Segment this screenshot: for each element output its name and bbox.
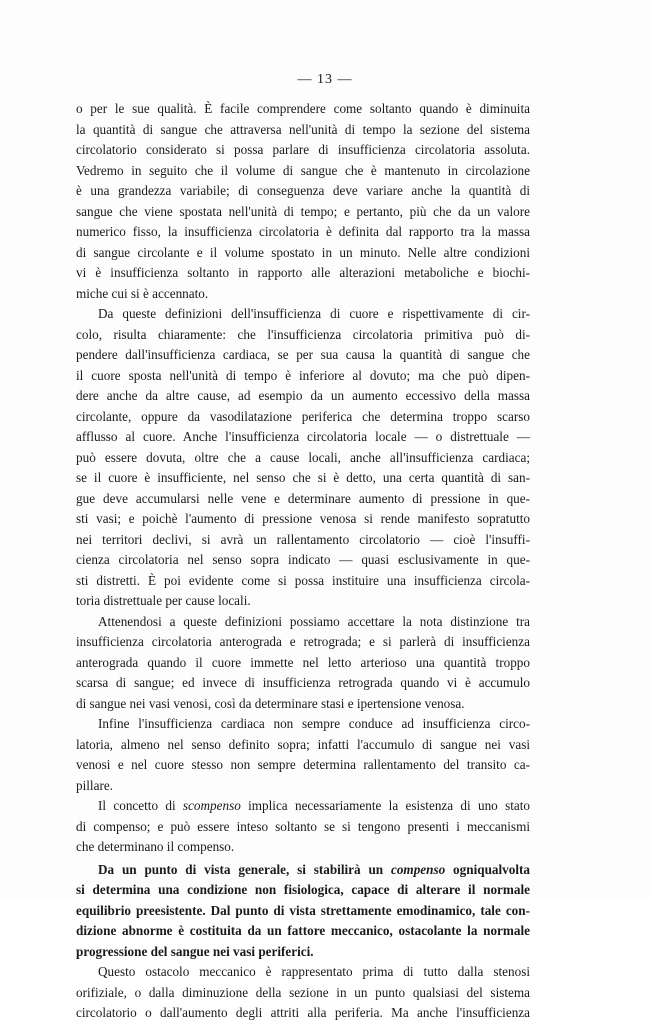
paragraph-5 (76, 796, 530, 858)
text-line: la quantità di sangue che attraversa nell'unità di tempo la sezione del sistema (76, 121, 530, 137)
text-line: cienza circolatoria nel senso sopra indicato — quasi esclusivamente in que- (76, 552, 530, 567)
text-line: venosi e nel cuore stesso non sempre determina rallentamento del transito ca- (76, 757, 530, 772)
text-fragment: implica necessariamente la esistenza di uno stato (240, 798, 530, 813)
text-line: si determina una condizione non fisiologica, capace di alterare il normale (76, 882, 530, 897)
text-line: toria distrettuale per cause locali. (76, 593, 251, 608)
text-fragment: Da un punto di vista generale, si stabilirà un (98, 861, 391, 877)
text-line: miche cui si è accennato. (76, 285, 209, 301)
text-line: scarsa di sangue; ed invece di insufficienza retrograda quando vi è accumulo (76, 675, 530, 690)
emphasis-term: compenso (390, 861, 446, 877)
text-line: pillare. (76, 777, 113, 793)
text-line: anterograda quando il cuore immette nel letto arterioso una quantità troppo (76, 654, 530, 670)
paragraph-7 (76, 962, 530, 1024)
text-line: circolante, oppure da vasodilatazione periferica che determina troppo scarso (76, 408, 530, 424)
text-line: equilibrio preesistente. Dal punto di vista strettamente emodinamico, tale con- (76, 902, 530, 918)
emphasis-term: scompenso (182, 798, 241, 813)
text-fragment: Il concetto di (98, 798, 183, 813)
text-line: insufficienza circolatoria anterograda e retrograda; e si parlerà di insufficienza (76, 634, 530, 649)
text-line: di sangue circolante e il volume spostato in un minuto. Nelle altre condizioni (76, 244, 530, 260)
text-line: progressione del sangue nei vasi periferici. (76, 943, 314, 959)
text-line (76, 860, 530, 881)
text-line: circolatorio o dall'aumento degli attriti alla periferia. Ma anche l'insufficienza (76, 1005, 530, 1020)
text-line: è una grandezza variabile; di conseguenza deve variare anche la quantità di (76, 183, 530, 198)
text-line: nei territori declivi, si avrà un rallentamento circolatorio — cioè l'insuffi- (76, 531, 530, 547)
text-line: può essere dovuta, oltre che a cause locali, anche all'insufficienza cardiaca; (76, 449, 530, 465)
text-line: Attenendosi a queste definizioni possiamo accettare la nota distinzione tra (98, 613, 530, 629)
paragraph-3 (76, 612, 530, 715)
text-line: sangue che viene spostata nell'unità di tempo; e pertanto, più che da un valore (76, 203, 530, 219)
text-line: dere anche da altre cause, ad esempio da un aumento eccessivo della massa (76, 388, 530, 403)
text-line: circolatorio considerato si possa parlare di insufficienza circolatoria assoluta. (76, 142, 530, 157)
text-body (76, 99, 530, 1024)
text-line: pendere dall'insufficienza cardiaca, se per sua causa la quantità di sangue che (76, 347, 530, 362)
text-line: Questo ostacolo meccanico è rappresentato prima di tutto dalla stenosi (98, 964, 530, 979)
text-line: latoria, almeno nel senso definito sopra; infatti l'accumulo di sangue nei vasi (76, 736, 530, 752)
text-line (76, 796, 530, 817)
text-line: Infine l'insufficienza cardiaca non sempre conduce ad insufficienza circo- (98, 716, 530, 731)
paragraph-4 (76, 714, 530, 796)
text-line: orifiziale, o dalla diminuzione della sezione in un punto qualsiasi del sistema (76, 984, 530, 1000)
text-line: se il cuore è insufficiente, nel senso che si è detto, una certa quantità di san- (76, 470, 530, 485)
text-fragment: ogniqualvolta (445, 861, 530, 877)
page-number: — 13 — (297, 72, 353, 87)
text-line: Da queste definizioni dell'insufficienza di cuore e rispettivamente di cir- (98, 306, 530, 321)
text-line: sti vasi; e poichè l'aumento di pressione venosa si rende manifesto sopratutto (76, 511, 530, 526)
text-line: che determinano il compenso. (76, 839, 235, 854)
text-line: sti distretti. È poi evidente come si possa instituire una insufficienza circola- (76, 572, 530, 588)
text-line: vi è insufficienza soltanto in rapporto alle alterazioni metaboliche e biochi- (76, 265, 530, 280)
text-line: Vedremo in seguito che il volume di sangue che è mantenuto in circolazione (76, 162, 530, 178)
text-line: il cuore sposta nell'unità di tempo è inferiore al dovuto; ma che può dipen- (76, 367, 530, 383)
text-line: gue deve accumularsi nelle vene e determinare aumento di pressione in que- (76, 490, 530, 506)
text-line: numerico fisso, la insufficienza circolatoria è definita dal rapporto tra la massa (76, 224, 530, 239)
text-line: dizione abnorme è costituita da un fattore meccanico, ostacolante la normale (76, 923, 530, 938)
text-line: di sangue nei vasi venosi, così da determinare stasi e ipertensione venosa. (76, 695, 465, 711)
paragraph-2 (76, 304, 530, 612)
text-line: o per le sue qualità. È facile comprendere come soltanto quando è diminuita (76, 101, 530, 116)
paragraph-1 (76, 99, 530, 304)
text-line: afflusso al cuore. Anche l'insufficienza circolatoria locale — o distrettuale — (76, 429, 530, 444)
paragraph-6 (76, 860, 530, 963)
text-line: di compenso; e può essere inteso soltanto se si tengono presenti i meccanismi (76, 818, 530, 834)
text-line: colo, risulta chiaramente: che l'insufficienza circolatoria primitiva può di- (76, 326, 530, 342)
